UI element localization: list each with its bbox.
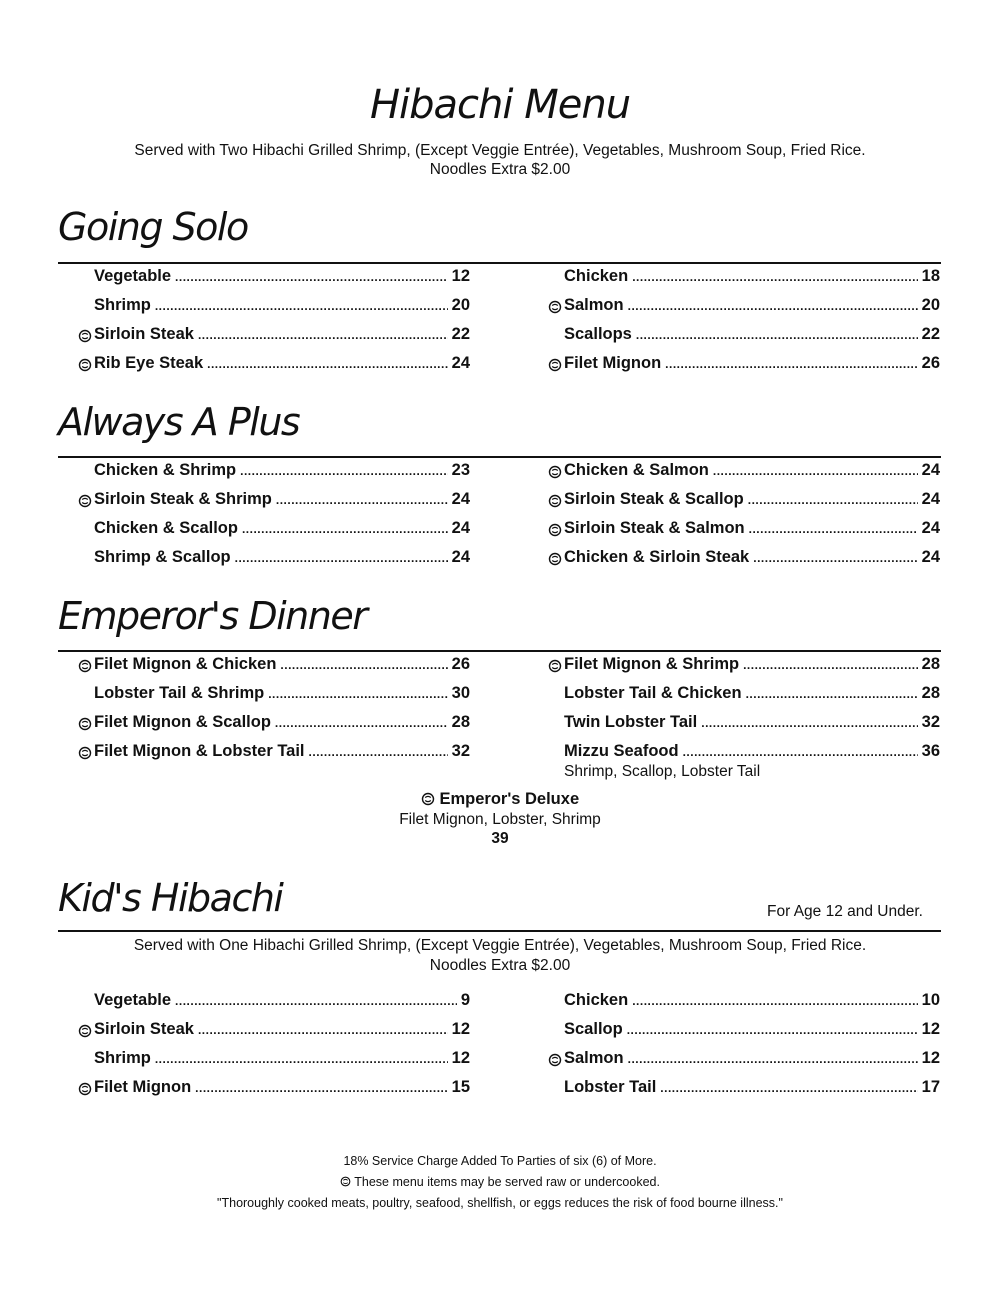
dot-leader [753, 551, 917, 565]
dot-leader [632, 994, 917, 1008]
kids-subtitle-line1: Served with One Hibachi Grilled Shrimp, (Except Veggie Entrée), Vegetables, Mushroom Soup, Fried Rice. [133, 937, 867, 954]
menu-item-name: Vegetable [94, 991, 172, 1009]
menu-item [94, 548, 470, 568]
raw-warning-icon [78, 1082, 92, 1096]
menu-item [564, 1078, 940, 1098]
menu-subtitle-line2: Noodles Extra $2.00 [429, 161, 571, 178]
raw-warning-icon [78, 717, 92, 731]
dot-leader [660, 1081, 917, 1095]
menu-item [94, 354, 470, 374]
menu-item-name: Chicken & Shrimp [94, 461, 237, 479]
dot-leader [175, 994, 457, 1008]
dot-leader [268, 687, 447, 701]
food-safety-quote: "Thoroughly cooked meats, poultry, seafood, shellfish, or eggs reduces the risk of food bourne illness." [217, 1196, 783, 1210]
dot-leader [748, 493, 918, 507]
menu-item-price: 24 [451, 548, 470, 566]
menu-item-price: 20 [921, 296, 940, 314]
kids-subtitle-line2: Noodles Extra $2.00 [429, 957, 571, 974]
menu-item [94, 1020, 470, 1040]
dot-leader [276, 493, 448, 507]
raw-warning-icon [548, 494, 562, 508]
section-divider [58, 262, 941, 264]
menu-item-price: 36 [921, 742, 940, 760]
dot-leader [627, 1023, 918, 1037]
menu-item-name: Mizzu Seafood [564, 742, 679, 760]
kids-age-note: For Age 12 and Under. [767, 903, 923, 920]
menu-item-price: 24 [921, 519, 940, 537]
dot-leader [713, 464, 918, 478]
menu-item-price: 22 [451, 325, 470, 343]
dot-leader [207, 357, 448, 371]
menu-item-price: 12 [451, 1049, 470, 1067]
emperors-deluxe-name: Emperor's Deluxe [439, 790, 580, 808]
menu-item [94, 461, 470, 481]
menu-item-price: 12 [451, 1020, 470, 1038]
raw-warning-icon [78, 494, 92, 508]
menu-item [564, 655, 940, 675]
service-charge-note: 18% Service Charge Added To Parties of six (6) of More. [343, 1154, 657, 1168]
menu-item-price: 23 [451, 461, 470, 479]
menu-item-name: Sirloin Steak [94, 1020, 194, 1038]
menu-item [94, 296, 470, 316]
menu-item [94, 1049, 470, 1069]
menu-item-price: 17 [921, 1078, 940, 1096]
raw-warning-icon [548, 523, 562, 537]
dot-leader [155, 299, 448, 313]
dot-leader [155, 1052, 448, 1066]
menu-item-price: 24 [921, 461, 940, 479]
dot-leader [628, 299, 918, 313]
raw-warning-icon [548, 300, 562, 314]
dot-leader [275, 716, 448, 730]
menu-item-price: 15 [451, 1078, 470, 1096]
menu-item-price: 12 [921, 1049, 940, 1067]
raw-warning-icon [78, 746, 92, 760]
menu-item-name: Chicken [564, 991, 629, 1009]
menu-item [564, 548, 940, 568]
menu-item-name: Lobster Tail & Chicken [564, 684, 742, 702]
emperors-deluxe-description: Filet Mignon, Lobster, Shrimp [399, 811, 601, 828]
menu-item-name: Salmon [564, 1049, 624, 1067]
raw-warning-icon [78, 329, 92, 343]
menu-item-price: 18 [921, 267, 940, 285]
menu-item [94, 713, 470, 733]
menu-item [564, 296, 940, 316]
menu-item-price: 32 [921, 713, 940, 731]
menu-item [564, 325, 940, 345]
menu-item-name: Filet Mignon & Shrimp [564, 655, 740, 673]
dot-leader [632, 270, 917, 284]
menu-item [564, 461, 940, 481]
menu-item [94, 267, 470, 287]
menu-item-price: 24 [451, 354, 470, 372]
menu-subtitle-line1: Served with Two Hibachi Grilled Shrimp, (Except Veggie Entrée), Vegetables, Mushroom Soup, Fried Rice. [134, 142, 866, 159]
menu-item-price: 20 [451, 296, 470, 314]
menu-item-name: Filet Mignon & Chicken [94, 655, 277, 673]
menu-item-price: 30 [451, 684, 470, 702]
dot-leader [198, 1023, 448, 1037]
menu-item [564, 742, 940, 762]
menu-item-name: Twin Lobster Tail [564, 713, 698, 731]
section-divider [58, 650, 941, 652]
menu-item [564, 267, 940, 287]
menu-item-name: Sirloin Steak [94, 325, 194, 343]
menu-item-name: Chicken [564, 267, 629, 285]
dot-leader [198, 328, 448, 342]
menu-item-price: 12 [921, 1020, 940, 1038]
dot-leader [280, 658, 447, 672]
menu-item-name: Scallops [564, 325, 632, 343]
raw-warning-icon [548, 1053, 562, 1067]
menu-item-name: Vegetable [94, 267, 172, 285]
menu-item [564, 1020, 940, 1040]
menu-item-price: 28 [921, 684, 940, 702]
dot-leader [628, 1052, 918, 1066]
menu-item [94, 684, 470, 704]
dot-leader [683, 745, 918, 759]
menu-item-name: Sirloin Steak & Shrimp [94, 490, 272, 508]
raw-warning-icon [548, 659, 562, 673]
dot-leader [743, 658, 918, 672]
menu-item [94, 519, 470, 539]
dot-leader [240, 464, 448, 478]
menu-item [94, 325, 470, 345]
menu-item [94, 1078, 470, 1098]
menu-item-name: Filet Mignon [94, 1078, 192, 1096]
menu-item [564, 991, 940, 1011]
raw-warning-icon [421, 792, 435, 806]
menu-item-name: Chicken & Scallop [94, 519, 238, 537]
menu-item-price: 32 [451, 742, 470, 760]
menu-item-name: Sirloin Steak & Salmon [564, 519, 745, 537]
menu-item-name: Lobster Tail & Shrimp [94, 684, 265, 702]
menu-item-name: Filet Mignon & Scallop [94, 713, 271, 731]
menu-item-name: Sirloin Steak & Scallop [564, 490, 744, 508]
menu-item [564, 684, 940, 704]
menu-item [564, 1049, 940, 1069]
dot-leader [636, 328, 918, 342]
section-title-emperors-dinner: Emperor's Dinner [58, 594, 367, 638]
menu-item-price: 9 [460, 991, 470, 1009]
menu-item-name: Shrimp [94, 1049, 151, 1067]
menu-item-price: 28 [451, 713, 470, 731]
dot-leader [665, 357, 917, 371]
raw-warning-icon [340, 1176, 351, 1187]
menu-item-price: 28 [921, 655, 940, 673]
menu-item [564, 713, 940, 733]
menu-item [94, 490, 470, 510]
dot-leader [746, 687, 918, 701]
raw-warning-icon [78, 358, 92, 372]
raw-warning-note [0, 1175, 1000, 1189]
mizzu-seafood-description: Shrimp, Scallop, Lobster Tail [564, 763, 761, 780]
section-title-kids-hibachi: Kid's Hibachi [58, 876, 283, 920]
menu-item-price: 24 [451, 490, 470, 508]
menu-title: Hibachi Menu [369, 82, 631, 128]
menu-item-price: 26 [451, 655, 470, 673]
menu-item-price: 22 [921, 325, 940, 343]
raw-warning-text: These menu items may be served raw or undercooked. [354, 1175, 660, 1189]
section-title-going-solo: Going Solo [58, 205, 248, 249]
menu-item-price: 24 [921, 548, 940, 566]
section-title-always-a-plus: Always A Plus [58, 400, 300, 444]
menu-item-name: Shrimp & Scallop [94, 548, 231, 566]
section-divider [58, 456, 941, 458]
dot-leader [175, 270, 448, 284]
menu-item-name: Filet Mignon [564, 354, 662, 372]
menu-item [94, 655, 470, 675]
menu-item-price: 26 [921, 354, 940, 372]
menu-item [94, 742, 470, 762]
emperors-deluxe-name-row [0, 790, 1000, 809]
section-divider [58, 930, 941, 932]
raw-warning-icon [548, 465, 562, 479]
menu-item-price: 10 [921, 991, 940, 1009]
raw-warning-icon [548, 358, 562, 372]
dot-leader [749, 522, 918, 536]
menu-item-name: Lobster Tail [564, 1078, 657, 1096]
dot-leader [235, 551, 448, 565]
menu-item [94, 991, 470, 1011]
menu-item-name: Chicken & Sirloin Steak [564, 548, 750, 566]
menu-item-name: Salmon [564, 296, 624, 314]
menu-item-name: Filet Mignon & Lobster Tail [94, 742, 305, 760]
dot-leader [195, 1081, 447, 1095]
menu-item-name: Chicken & Salmon [564, 461, 709, 479]
raw-warning-icon [78, 659, 92, 673]
menu-item-price: 24 [451, 519, 470, 537]
menu-item-name: Shrimp [94, 296, 151, 314]
menu-item-price: 12 [451, 267, 470, 285]
menu-item-price: 24 [921, 490, 940, 508]
menu-item [564, 354, 940, 374]
raw-warning-icon [548, 552, 562, 566]
menu-item-name: Rib Eye Steak [94, 354, 204, 372]
menu-item [564, 519, 940, 539]
menu-item [564, 490, 940, 510]
dot-leader [242, 522, 448, 536]
emperors-deluxe-price: 39 [491, 830, 509, 847]
dot-leader [309, 745, 448, 759]
menu-item-name: Scallop [564, 1020, 623, 1038]
raw-warning-icon [78, 1024, 92, 1038]
dot-leader [701, 716, 917, 730]
